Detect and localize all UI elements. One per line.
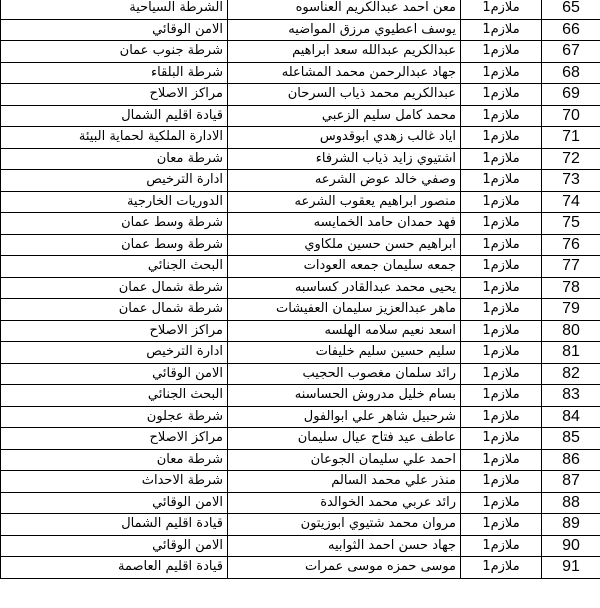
name-cell: اسعد نعيم سلامه الهلسه — [228, 320, 461, 342]
name-cell: جمعه سليمان جمعه العودات — [228, 256, 461, 278]
unit-cell: شرطة وسط عمان — [1, 213, 228, 235]
name-cell: جهاد حسن احمد الثوابيه — [228, 535, 461, 557]
rank-cell: ملازم1 — [461, 535, 542, 557]
table-row — [1, 256, 600, 278]
table-row — [1, 213, 600, 235]
unit-cell: قيادة اقليم الشمال — [1, 105, 228, 127]
rank-cell: ملازم1 — [461, 385, 542, 407]
table-row — [1, 535, 600, 557]
unit-cell: مراكز الاصلاح — [1, 428, 228, 450]
name-cell: وصفي خالد عوض الشرعه — [228, 170, 461, 192]
name-cell: يحيى محمد عبدالقادر كساسبه — [228, 277, 461, 299]
row-number-cell: 81 — [542, 342, 600, 364]
rank-cell: ملازم1 — [461, 84, 542, 106]
table-row — [1, 234, 600, 256]
rank-cell: ملازم1 — [461, 213, 542, 235]
rank-cell: ملازم1 — [461, 320, 542, 342]
name-cell: يوسف اعطيوي مرزق المواضيه — [228, 19, 461, 41]
unit-cell: شرطة جنوب عمان — [1, 41, 228, 63]
rank-cell: ملازم1 — [461, 428, 542, 450]
table-row — [1, 170, 600, 192]
name-cell: عبدالكريم عبدالله سعد ابراهيم — [228, 41, 461, 63]
name-cell: منذر علي محمد السالم — [228, 471, 461, 493]
table-row — [1, 19, 600, 41]
row-number-cell: 91 — [542, 557, 600, 579]
unit-cell: البحث الجنائي — [1, 256, 228, 278]
table-row — [1, 492, 600, 514]
table-row — [1, 363, 600, 385]
name-cell: احمد علي سليمان الجوعان — [228, 449, 461, 471]
row-number-cell: 68 — [542, 62, 600, 84]
table-row — [1, 449, 600, 471]
unit-cell: الامن الوقائي — [1, 535, 228, 557]
rank-cell: ملازم1 — [461, 449, 542, 471]
rank-cell: ملازم1 — [461, 234, 542, 256]
table-row — [1, 62, 600, 84]
table-row — [1, 299, 600, 321]
unit-cell: شرطة معان — [1, 449, 228, 471]
unit-cell: قيادة اقليم العاصمة — [1, 557, 228, 579]
rank-cell: ملازم1 — [461, 127, 542, 149]
table-row — [1, 191, 600, 213]
rank-cell: ملازم1 — [461, 0, 542, 19]
name-cell: رائد سلمان مغصوب الحجيب — [228, 363, 461, 385]
unit-cell: الشرطة السياحية — [1, 0, 228, 19]
name-cell: ماهر عبدالعزيز سليمان العفيشات — [228, 299, 461, 321]
rank-cell: ملازم1 — [461, 105, 542, 127]
name-cell: مروان محمد شتيوي ابوزيتون — [228, 514, 461, 536]
row-number-cell: 87 — [542, 471, 600, 493]
rank-cell: ملازم1 — [461, 148, 542, 170]
row-number-cell: 77 — [542, 256, 600, 278]
name-cell: اشتيوي زايد ذياب الشرفاء — [228, 148, 461, 170]
unit-cell: شرطة عجلون — [1, 406, 228, 428]
unit-cell: مراكز الاصلاح — [1, 84, 228, 106]
personnel-table-body — [1, 0, 600, 578]
rank-cell: ملازم1 — [461, 191, 542, 213]
name-cell: سليم حسين سليم خليفات — [228, 342, 461, 364]
row-number-cell: 73 — [542, 170, 600, 192]
rank-cell: ملازم1 — [461, 299, 542, 321]
row-number-cell: 76 — [542, 234, 600, 256]
unit-cell: شرطة معان — [1, 148, 228, 170]
row-number-cell: 69 — [542, 84, 600, 106]
unit-cell: الدوريات الخارجية — [1, 191, 228, 213]
unit-cell: شرطة البلقاء — [1, 62, 228, 84]
name-cell: منصور ابراهيم يعقوب الشرعه — [228, 191, 461, 213]
table-row — [1, 514, 600, 536]
table-row — [1, 41, 600, 63]
unit-cell: ادارة الترخيص — [1, 342, 228, 364]
unit-cell: شرطة الاحداث — [1, 471, 228, 493]
table-row — [1, 127, 600, 149]
row-number-cell: 72 — [542, 148, 600, 170]
rank-cell: ملازم1 — [461, 363, 542, 385]
table-row — [1, 385, 600, 407]
unit-cell: الادارة الملكية لحماية البيئة — [1, 127, 228, 149]
name-cell: موسى حمزه موسى عمرات — [228, 557, 461, 579]
row-number-cell: 75 — [542, 213, 600, 235]
rank-cell: ملازم1 — [461, 170, 542, 192]
unit-cell: الامن الوقائي — [1, 492, 228, 514]
name-cell: جهاد عبدالرحمن محمد المشاعله — [228, 62, 461, 84]
unit-cell: مراكز الاصلاح — [1, 320, 228, 342]
unit-cell: قيادة اقليم الشمال — [1, 514, 228, 536]
name-cell: ابراهيم حسن حسين ملكاوي — [228, 234, 461, 256]
name-cell: محمد كامل سليم الزعبي — [228, 105, 461, 127]
rank-cell: ملازم1 — [461, 406, 542, 428]
rank-cell: ملازم1 — [461, 256, 542, 278]
table-row — [1, 471, 600, 493]
name-cell: شرحبيل شاهر علي ابوالفول — [228, 406, 461, 428]
rank-cell: ملازم1 — [461, 514, 542, 536]
name-cell: عاطف عيد فتاح عيال سليمان — [228, 428, 461, 450]
name-cell: فهد حمدان حامد الخمايسه — [228, 213, 461, 235]
name-cell: عبدالكريم محمد ذياب السرحان — [228, 84, 461, 106]
row-number-cell: 70 — [542, 105, 600, 127]
rank-cell: ملازم1 — [461, 62, 542, 84]
row-number-cell: 79 — [542, 299, 600, 321]
row-number-cell: 90 — [542, 535, 600, 557]
rank-cell: ملازم1 — [461, 41, 542, 63]
row-number-cell: 66 — [542, 19, 600, 41]
table-row — [1, 105, 600, 127]
table-row — [1, 320, 600, 342]
table-row — [1, 277, 600, 299]
row-number-cell: 71 — [542, 127, 600, 149]
table-row — [1, 428, 600, 450]
table-row — [1, 148, 600, 170]
row-number-cell: 89 — [542, 514, 600, 536]
row-number-cell: 83 — [542, 385, 600, 407]
rank-cell: ملازم1 — [461, 277, 542, 299]
row-number-cell: 74 — [542, 191, 600, 213]
row-number-cell: 65 — [542, 0, 600, 19]
row-number-cell: 82 — [542, 363, 600, 385]
name-cell: رائد عربي محمد الخوالدة — [228, 492, 461, 514]
unit-cell: شرطة شمال عمان — [1, 277, 228, 299]
unit-cell: شرطة وسط عمان — [1, 234, 228, 256]
row-number-cell: 88 — [542, 492, 600, 514]
rank-cell: ملازم1 — [461, 19, 542, 41]
unit-cell: شرطة شمال عمان — [1, 299, 228, 321]
table-row — [1, 84, 600, 106]
name-cell: اياد غالب زهدي ابوقدوس — [228, 127, 461, 149]
unit-cell: ادارة الترخيص — [1, 170, 228, 192]
table-row — [1, 557, 600, 579]
row-number-cell: 80 — [542, 320, 600, 342]
unit-cell: الامن الوقائي — [1, 363, 228, 385]
table-row — [1, 0, 600, 19]
row-number-cell: 67 — [542, 41, 600, 63]
row-number-cell: 86 — [542, 449, 600, 471]
rank-cell: ملازم1 — [461, 557, 542, 579]
rank-cell: ملازم1 — [461, 342, 542, 364]
unit-cell: البحث الجنائي — [1, 385, 228, 407]
rank-cell: ملازم1 — [461, 492, 542, 514]
table-row — [1, 406, 600, 428]
name-cell: معن احمد عبدالكريم العناسوه — [228, 0, 461, 19]
table-row — [1, 342, 600, 364]
name-cell: بسام خليل مدروش الحساسنه — [228, 385, 461, 407]
row-number-cell: 84 — [542, 406, 600, 428]
unit-cell: الامن الوقائي — [1, 19, 228, 41]
row-number-cell: 78 — [542, 277, 600, 299]
rank-cell: ملازم1 — [461, 471, 542, 493]
row-number-cell: 85 — [542, 428, 600, 450]
